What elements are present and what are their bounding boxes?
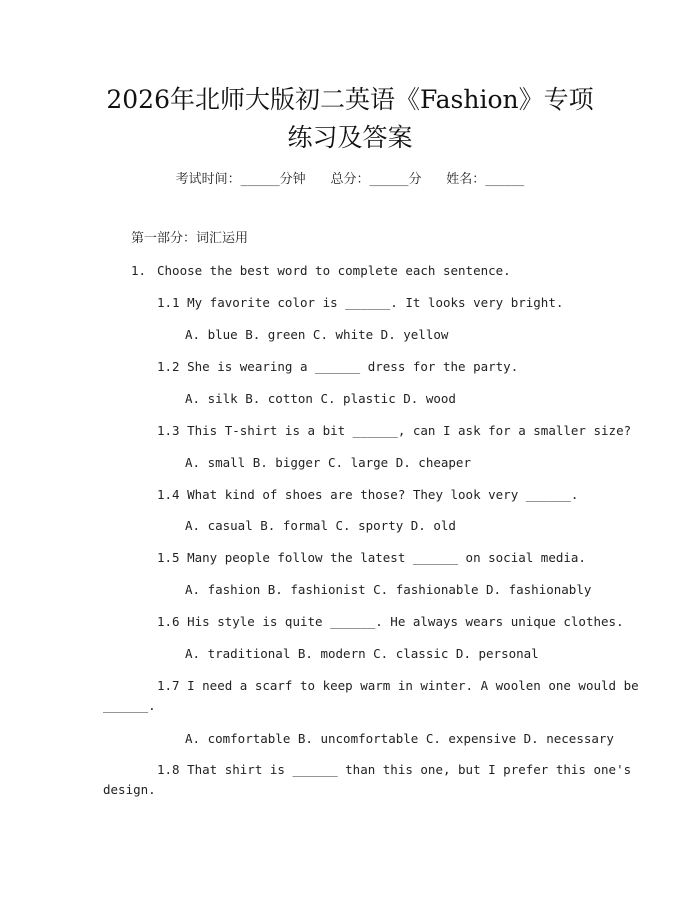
item-stem-continuation: ______. bbox=[103, 698, 156, 713]
document-title-line-2: 练习及答案 bbox=[287, 123, 413, 152]
item-stem: 1.4 What kind of shoes are those? They look very ______. bbox=[157, 487, 579, 502]
item-stem: 1.3 This T-shirt is a bit ______, can I ask for a smaller size? bbox=[157, 423, 632, 438]
item-options: A. comfortable B. uncomfortable C. expensive D. necessary bbox=[185, 731, 614, 746]
item-options: A. casual B. formal C. sporty D. old bbox=[185, 518, 456, 533]
item-stem: 1.1 My favorite color is ______. It looks very bright. bbox=[157, 295, 564, 310]
item-stem-continuation: design. bbox=[103, 782, 156, 797]
item-options: A. silk B. cotton C. plastic D. wood bbox=[185, 391, 456, 406]
item-stem: 1.2 She is wearing a ______ dress for the party. bbox=[157, 359, 519, 374]
exam-score: 总分：______分 bbox=[330, 172, 422, 187]
item-stem: 1.5 Many people follow the latest ______ on social media. bbox=[157, 550, 586, 565]
item-stem: 1.6 His style is quite ______. He always wears unique clothes. bbox=[157, 614, 624, 629]
item-options: A. blue B. green C. white D. yellow bbox=[185, 327, 449, 342]
item-stem: 1.8 That shirt is ______ than this one, but I prefer this one's bbox=[157, 762, 632, 777]
exam-name: 姓名：______ bbox=[446, 172, 525, 187]
item-options: A. fashion B. fashionist C. fashionable D. fashionably bbox=[185, 582, 592, 597]
exam-info bbox=[0, 168, 700, 187]
item-options: A. traditional B. modern C. classic D. personal bbox=[185, 646, 539, 661]
question-number: 1. bbox=[131, 263, 147, 278]
section-heading: 第一部分：词汇运用 bbox=[131, 231, 249, 246]
item-stem: 1.7 I need a scarf to keep warm in winter. A woolen one would be bbox=[157, 678, 639, 693]
exam-time: 考试时间：______分钟 bbox=[175, 172, 306, 187]
document-title-line-1: 2026年北师大版初二英语《Fashion》专项 bbox=[106, 85, 594, 114]
item-options: A. small B. bigger C. large D. cheaper bbox=[185, 455, 471, 470]
question-instruction: Choose the best word to complete each sentence. bbox=[157, 263, 511, 278]
